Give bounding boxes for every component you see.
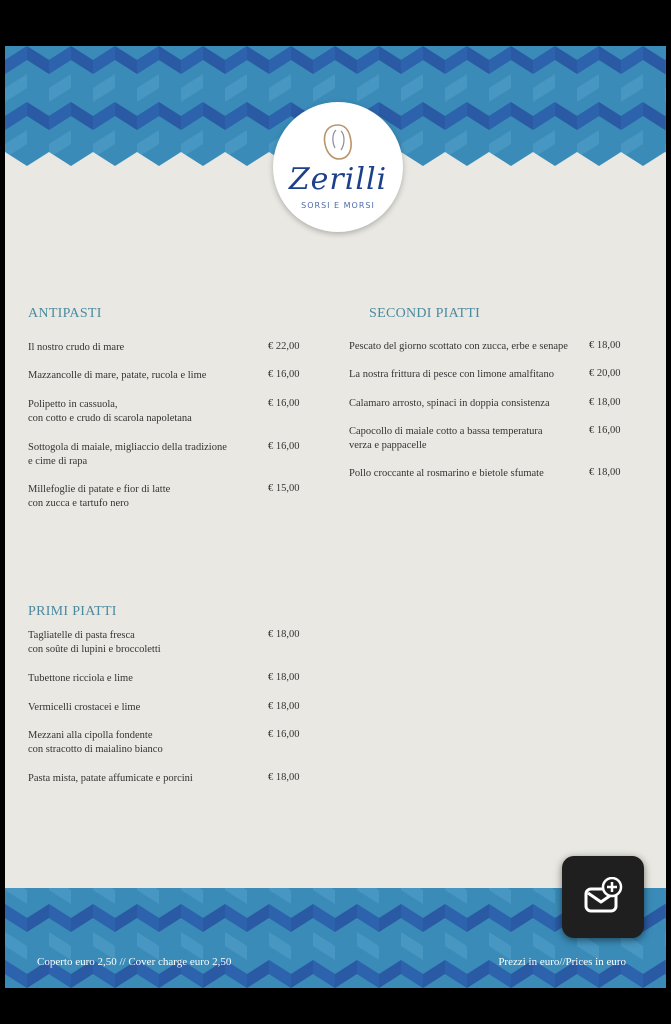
secondi-item-name — [349, 368, 589, 382]
primi-item-price: € 18,00 — [268, 672, 300, 683]
primi-item-name — [28, 729, 263, 757]
secondi-item-price: € 18,00 — [589, 467, 621, 478]
antipasti-item-line1: Mazzancolle di mare, patate, rucola e lime — [28, 370, 207, 381]
primi-item-line1: Tagliatelle di pasta fresca — [28, 630, 135, 641]
antipasti-item-name — [28, 441, 263, 469]
antipasti-title: ANTIPASTI — [28, 306, 102, 321]
logo-brand: Zerilli — [288, 162, 388, 197]
secondi-item-price: € 16,00 — [589, 425, 621, 436]
antipasti-item-line1: Il nostro crudo di mare — [28, 342, 125, 353]
antipasti-item-line1: Sottogola di maiale, migliaccio della tradizione — [28, 442, 227, 453]
cover-charge-note: Coperto euro 2,50 // Cover charge euro 2,50 — [37, 956, 232, 968]
antipasti-item-line2: con cotto e crudo di scarola napoletana — [28, 413, 192, 424]
primi-item-name — [28, 629, 263, 657]
antipasti-item-name — [28, 398, 263, 426]
antipasti-item-name — [28, 369, 263, 383]
secondi-item-price: € 18,00 — [589, 397, 621, 408]
primi-item-line2: con soûte di lupini e broccoletti — [28, 644, 161, 655]
primi-item-price: € 16,00 — [268, 729, 300, 740]
secondi-item-line1: Pescato del giorno scottato con zucca, erbe e senape — [349, 341, 568, 352]
antipasti-item-price: € 16,00 — [268, 369, 300, 380]
primi-item-name — [28, 772, 263, 786]
primi-item-line1: Mezzani alla cipolla fondente — [28, 730, 153, 741]
primi-item-line1: Pasta mista, patate affumicate e porcini — [28, 773, 193, 784]
primi-item-line1: Tubettone ricciola e lime — [28, 673, 133, 684]
antipasti-item-price: € 16,00 — [268, 441, 300, 452]
antipasti-item-line2: e cime di rapa — [28, 456, 88, 467]
menu-page — [5, 46, 666, 988]
secondi-item-line1: Pollo croccante al rosmarino e bietole sfumate — [349, 468, 544, 479]
antipasti-item-price: € 16,00 — [268, 398, 300, 409]
secondi-item-price: € 20,00 — [589, 368, 621, 379]
primi-title: PRIMI PIATTI — [28, 604, 117, 619]
secondi-item-line1: La nostra frittura di pesce con limone amalfitano — [349, 369, 554, 380]
secondi-item-line1: Capocollo di maiale cotto a bassa temperatura — [349, 426, 543, 437]
primi-item-price: € 18,00 — [268, 772, 300, 783]
primi-item-price: € 18,00 — [268, 629, 300, 640]
mail-plus-icon — [583, 877, 623, 917]
antipasti-item-line2: con zucca e tartufo nero — [28, 498, 129, 509]
antipasti-item-line1: Polipetto in cassuola, — [28, 399, 118, 410]
antipasti-item-price: € 15,00 — [268, 483, 300, 494]
logo-tagline: SORSI E MORSI — [301, 201, 375, 210]
secondi-title: SECONDI PIATTI — [369, 306, 481, 321]
secondi-item-line2: verza e pappacelle — [349, 440, 427, 451]
primi-item-name — [28, 701, 263, 715]
secondi-item-name — [349, 467, 589, 481]
secondi-item-name — [349, 340, 589, 354]
logo-badge — [273, 102, 403, 232]
primi-item-name — [28, 672, 263, 686]
secondi-item-name — [349, 425, 589, 453]
antipasti-item-price: € 22,00 — [268, 341, 300, 352]
antipasti-item-line1: Millefoglie di patate e fior di latte — [28, 484, 171, 495]
primi-item-price: € 18,00 — [268, 701, 300, 712]
antipasti-item-name — [28, 483, 263, 511]
secondi-item-price: € 18,00 — [589, 340, 621, 351]
primi-item-line1: Vermicelli crostacei e lime — [28, 702, 141, 713]
primi-item-line2: con stracotto di maialino bianco — [28, 744, 163, 755]
add-mail-button[interactable] — [562, 856, 644, 938]
prices-note: Prezzi in euro//Prices in euro — [498, 956, 626, 968]
secondi-item-name — [349, 397, 589, 411]
secondi-item-line1: Calamaro arrosto, spinaci in doppia consistenza — [349, 398, 550, 409]
logo-mark-icon — [319, 122, 357, 162]
antipasti-item-name — [28, 341, 263, 355]
